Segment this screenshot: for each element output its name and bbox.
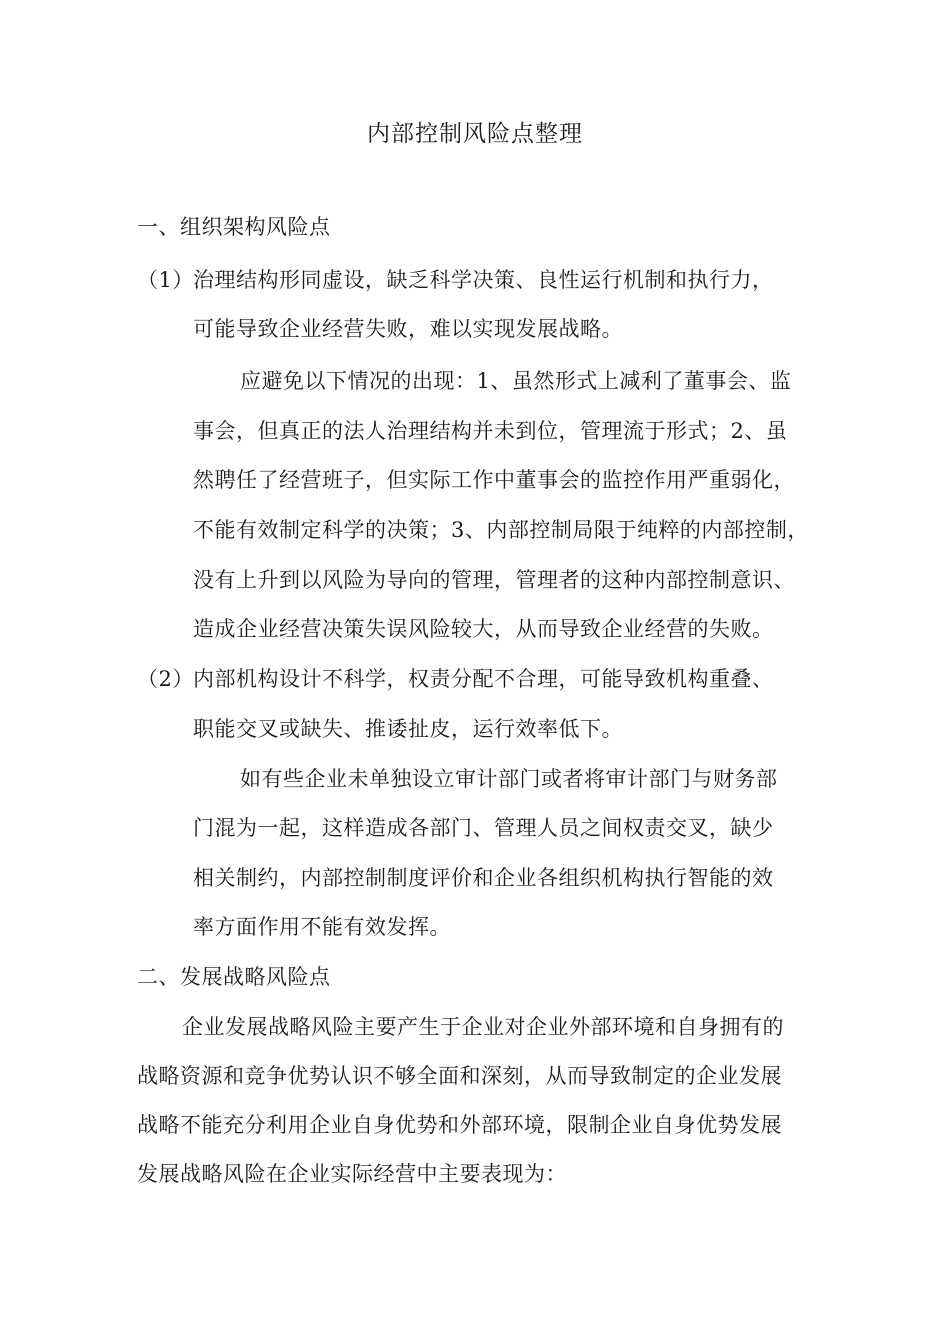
item2-line-2: 职能交叉或缺失、推诿扯皮，运行效率低下。 <box>193 717 623 741</box>
document-title: 内部控制风险点整理 <box>367 121 583 147</box>
section2-line-1: 企业发展战略风险主要产生于企业对企业外部环境和自身拥有的 <box>182 1015 784 1039</box>
section-heading-strategy: 二、发展战略风险点 <box>137 965 331 989</box>
section-heading-organization: 一、组织架构风险点 <box>137 215 331 239</box>
section2-line-4: 发展战略风险在企业实际经营中主要表现为： <box>137 1162 567 1186</box>
item2-detail-line-1: 如有些企业未单独设立审计部门或者将审计部门与财务部 <box>240 767 778 791</box>
item1-line-2: 可能导致企业经营失败，难以实现发展战略。 <box>193 317 623 341</box>
item2-detail-line-2: 门混为一起，这样造成各部门、管理人员之间权责交叉，缺少 <box>193 816 774 840</box>
item-marker-1: （1） <box>137 268 194 292</box>
section2-line-2: 战略资源和竞争优势认识不够全面和深刻，从而导致制定的企业发展 <box>137 1064 782 1088</box>
item-marker-2: （2） <box>137 667 194 691</box>
item2-detail-line-3: 相关制约，内部控制制度评价和企业各组织机构执行智能的效 <box>193 866 774 890</box>
item1-detail-line-4: 不能有效制定科学的决策；3、内部控制局限于纯粹的内部控制， <box>193 518 809 542</box>
item1-detail-line-5: 没有上升到以风险为导向的管理，管理者的这种内部控制意识、 <box>193 568 795 592</box>
section2-line-3: 战略不能充分利用企业自身优势和外部环境，限制企业自身优势发展 <box>137 1113 782 1137</box>
item1-detail-line-3: 然聘任了经营班子，但实际工作中董事会的监控作用严重弱化， <box>193 468 795 492</box>
item1-detail-line-1: 应避免以下情况的出现：1、虽然形式上减利了董事会、监 <box>240 369 792 393</box>
item1-detail-line-6: 造成企业经营决策失误风险较大，从而导致企业经营的失败。 <box>193 617 774 641</box>
item1-detail-line-2: 事会，但真正的法人治理结构并未到位，管理流于形式；2、虽 <box>193 419 788 443</box>
item1-line-1: 治理结构形同虚设，缺乏科学决策、良性运行机制和执行力， <box>193 268 774 292</box>
item2-detail-line-4: 率方面作用不能有效发挥。 <box>193 915 451 939</box>
item2-line-1: 内部机构设计不科学，权责分配不合理，可能导致机构重叠、 <box>193 667 774 691</box>
